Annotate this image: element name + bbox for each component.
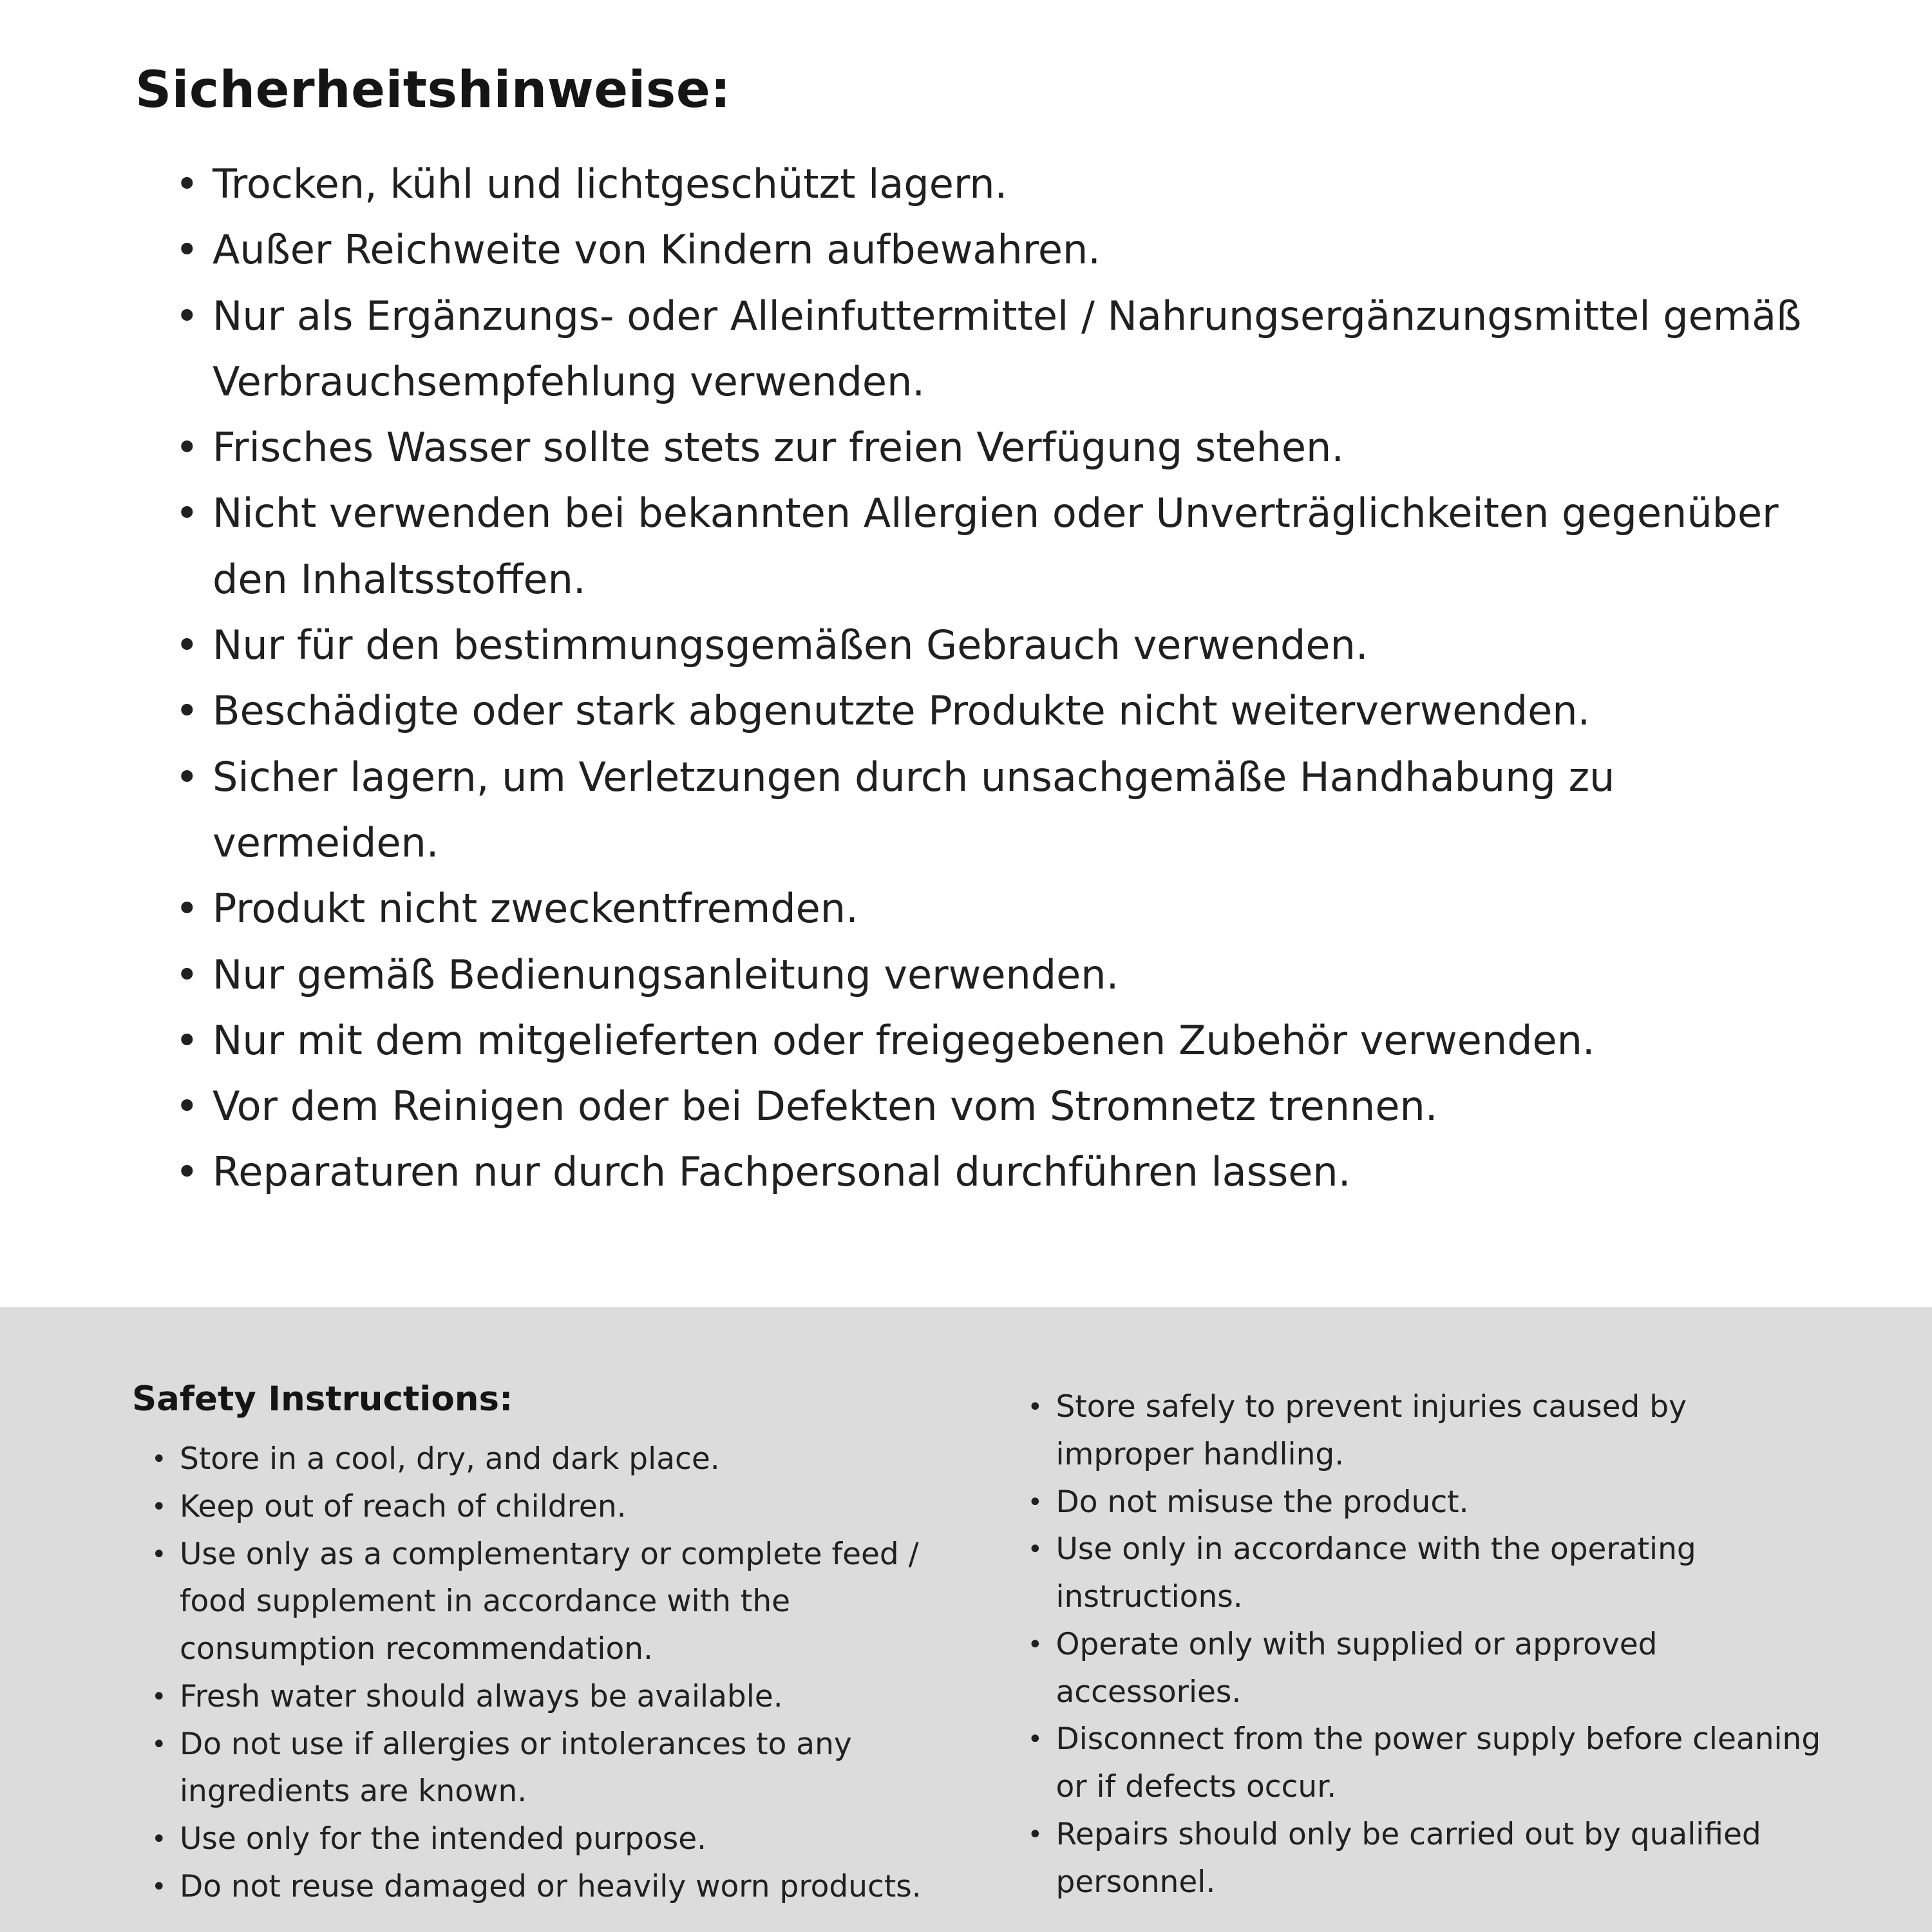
english-left-column [132, 1379, 933, 1932]
list-item: • Nur als Ergänzungs- oder Alleinfuttermittel / Nahrungsergänzungsmittel gemäß Verbrauchsempfehlung verwenden. [175, 283, 1835, 415]
list-item: • Store in a cool, dry, and dark place. [151, 1435, 933, 1483]
english-right-column [1023, 1379, 1823, 1932]
english-safety-section [0, 1307, 1932, 1932]
list-item: • Repairs should only be carried out by qualified personnel. [1028, 1811, 1823, 1906]
list-item: • Nur mit dem mitgelieferten oder freigegebenen Zubehör verwenden. [175, 1008, 1835, 1074]
list-item: • Produkt nicht zweckentfremden. [175, 876, 1835, 942]
list-item: • Use only in accordance with the operating instructions. [1028, 1526, 1823, 1621]
list-item: • Do not use if allergies or intolerances to any ingredients are known. [151, 1721, 933, 1816]
list-item: • Vor dem Reinigen oder bei Defekten vom Stromnetz trennen. [175, 1074, 1835, 1139]
list-item: • Store safely to prevent injuries caused by improper handling. [1028, 1383, 1823, 1479]
list-item: • Nicht verwenden bei bekannten Allergien oder Unverträglichkeiten gegenüber den Inhaltsstoffen. [175, 480, 1835, 612]
list-item: • Do not misuse the product. [1028, 1479, 1823, 1526]
list-item: • Keep out of reach of children. [151, 1483, 933, 1531]
english-instructions-list-right [1023, 1383, 1823, 1906]
list-item: • Fresh water should always be available. [151, 1673, 933, 1721]
list-item: • Reparaturen nur durch Fachpersonal durchführen lassen. [175, 1139, 1835, 1205]
german-instructions-list [135, 151, 1835, 1206]
list-item: • Disconnect from the power supply before cleaning or if defects occur. [1028, 1716, 1823, 1811]
list-item: • Frisches Wasser sollte stets zur freien Verfügung stehen. [175, 415, 1835, 480]
list-item: • Use only for the intended purpose. [151, 1815, 933, 1863]
list-item: • Sicher lagern, um Verletzungen durch unsachgemäße Handhabung zu vermeiden. [175, 744, 1835, 876]
english-instructions-list-left [132, 1435, 933, 1911]
list-item: • Do not reuse damaged or heavily worn products. [151, 1863, 933, 1911]
list-item: • Use only as a complementary or complete feed / food supplement in accordance with the consumption recommendation. [151, 1531, 933, 1673]
list-item: • Operate only with supplied or approved accessories. [1028, 1621, 1823, 1716]
english-section-title: Safety Instructions: [132, 1379, 513, 1419]
german-section-title: Sicherheitshinweise: [135, 61, 731, 119]
list-item: • Außer Reichweite von Kindern aufbewahren. [175, 217, 1835, 283]
list-item: • Nur für den bestimmungsgemäßen Gebrauch verwenden. [175, 612, 1835, 678]
list-item: • Trocken, kühl und lichtgeschützt lagern. [175, 151, 1835, 217]
list-item: • Nur gemäß Bedienungsanleitung verwenden. [175, 942, 1835, 1008]
list-item: • Beschädigte oder stark abgenutzte Produkte nicht weiterverwenden. [175, 678, 1835, 744]
